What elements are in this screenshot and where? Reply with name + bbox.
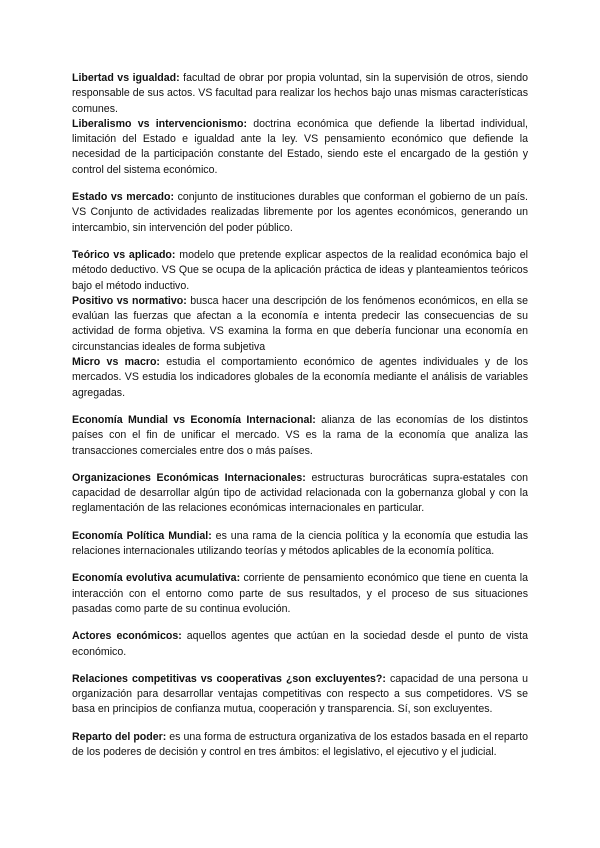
entry-positivo-normativo xyxy=(72,294,528,355)
entry-definition: es una forma de estructura organizativa de los estados basada en el reparto de los poderes de decisión y control en tres ámbitos: el legislativo, el ejecutivo y el judicial. xyxy=(72,730,528,758)
entry-term: Economía Política Mundial: xyxy=(72,529,212,542)
entry-economia-evolutiva xyxy=(72,571,528,617)
entry-definition: modelo que pretende explicar aspectos de la realidad económica bajo el método deductivo. VS Que se ocupa de la aplicación práctica de ideas y planteamientos teóricos bajo el método inductivo. xyxy=(72,248,528,292)
entry-definition: es una rama de la ciencia política y la economía que estudia las relaciones internacionales utilizando teorías y métodos aplicables de la economía política. xyxy=(72,529,528,558)
entry-libertad-igualdad xyxy=(72,71,528,117)
entry-reparto-poder xyxy=(72,730,528,761)
entry-term: Libertad vs igualdad: xyxy=(72,72,180,84)
entry-definition: doctrina económica que defiende la libertad individual, limitación del Estado e igualdad ante la ley. VS pensamiento económico que defiende la necesidad de la participación constante del Estado, siendo este el encargado de la gestión y control del sistema económico. xyxy=(72,117,528,176)
entry-term: Teórico vs aplicado: xyxy=(72,248,176,261)
entry-economia-mundial-internacional xyxy=(72,413,528,459)
entry-definition: aquellos agentes que actúan en la sociedad desde el punto de vista económico. xyxy=(72,630,529,658)
entry-organizaciones-economicas xyxy=(72,471,528,517)
entry-relaciones-competitivas xyxy=(72,672,528,718)
entry-definition: facultad de obrar por propia voluntad, sin la supervisión de otros, siendo responsable de sus actos. VS facultad para realizar los hechos bajo unas mismas características comunes. xyxy=(72,72,528,115)
entry-term: Actores económicos: xyxy=(72,630,182,643)
entry-term: Organizaciones Económicas Internacionales: xyxy=(72,471,306,484)
entry-liberalismo-intervencionismo xyxy=(72,117,528,178)
entry-term: Positivo vs normativo: xyxy=(72,294,187,307)
entry-term: Estado vs mercado: xyxy=(72,191,174,204)
entry-definition: estructuras burocráticas supra-estatales con capacidad de desarrollar algún tipo de actividad relacionada con la gobernanza global y con la reglamentación de las relaciones económicas internacionales en particular. xyxy=(72,471,528,515)
entry-definition: corriente de pensamiento económico que tiene en cuenta la interacción con el entorno como parte de sus resultados, y el proceso de sus situaciones pasadas como parte de su continua evolución. xyxy=(72,572,528,615)
entry-term: Economía evolutiva acumulativa: xyxy=(72,572,241,585)
entry-actores-economicos xyxy=(72,629,528,660)
entry-term: Economía Mundial vs Economía Internacional: xyxy=(72,413,316,426)
entry-term: Reparto del poder: xyxy=(72,730,167,743)
entry-term: Relaciones competitivas vs cooperativas ¿son excluyentes?: xyxy=(72,672,386,685)
entry-definition: alianza de las economías de los distintos países con el fin de unificar el mercado. VS es la rama de la economía que analiza las transacciones comerciales entre dos o más países. xyxy=(72,413,528,457)
entry-term: Liberalismo vs intervencionismo: xyxy=(72,117,247,130)
entry-definition: capacidad de una persona u organización para desarrollar ventajas competitivas con respecto a sus competidores. VS se basa en principios de confianza mutua, cooperación y transparencia. Sí, son excluyentes. xyxy=(72,672,528,716)
entry-micro-macro xyxy=(72,355,528,401)
entry-definition: busca hacer una descripción de los fenómenos económicos, en ella se evalúan las fuerzas que afectan a la economía e intenta predecir las consecuencias de su actividad de forma objetiva. VS examina la forma en que debería funcionar una economía en circunstancias ideales de forma subjetiva xyxy=(72,294,528,353)
entry-estado-mercado xyxy=(72,190,528,236)
entry-definition: estudia el comportamiento económico de agentes individuales y de los mercados. VS estudia los indicadores globales de la economía mediante el análisis de variables agregadas. xyxy=(72,356,528,399)
entry-definition: conjunto de instituciones durables que conforman el gobierno de un país. VS Conjunto de actividades realizadas libremente por los agentes económicos, generando un intercambio, sin intervención del poder público. xyxy=(72,191,528,234)
entry-teorico-aplicado xyxy=(72,248,528,294)
entry-economia-politica-mundial xyxy=(72,529,528,560)
entry-term: Micro vs macro: xyxy=(72,356,160,369)
